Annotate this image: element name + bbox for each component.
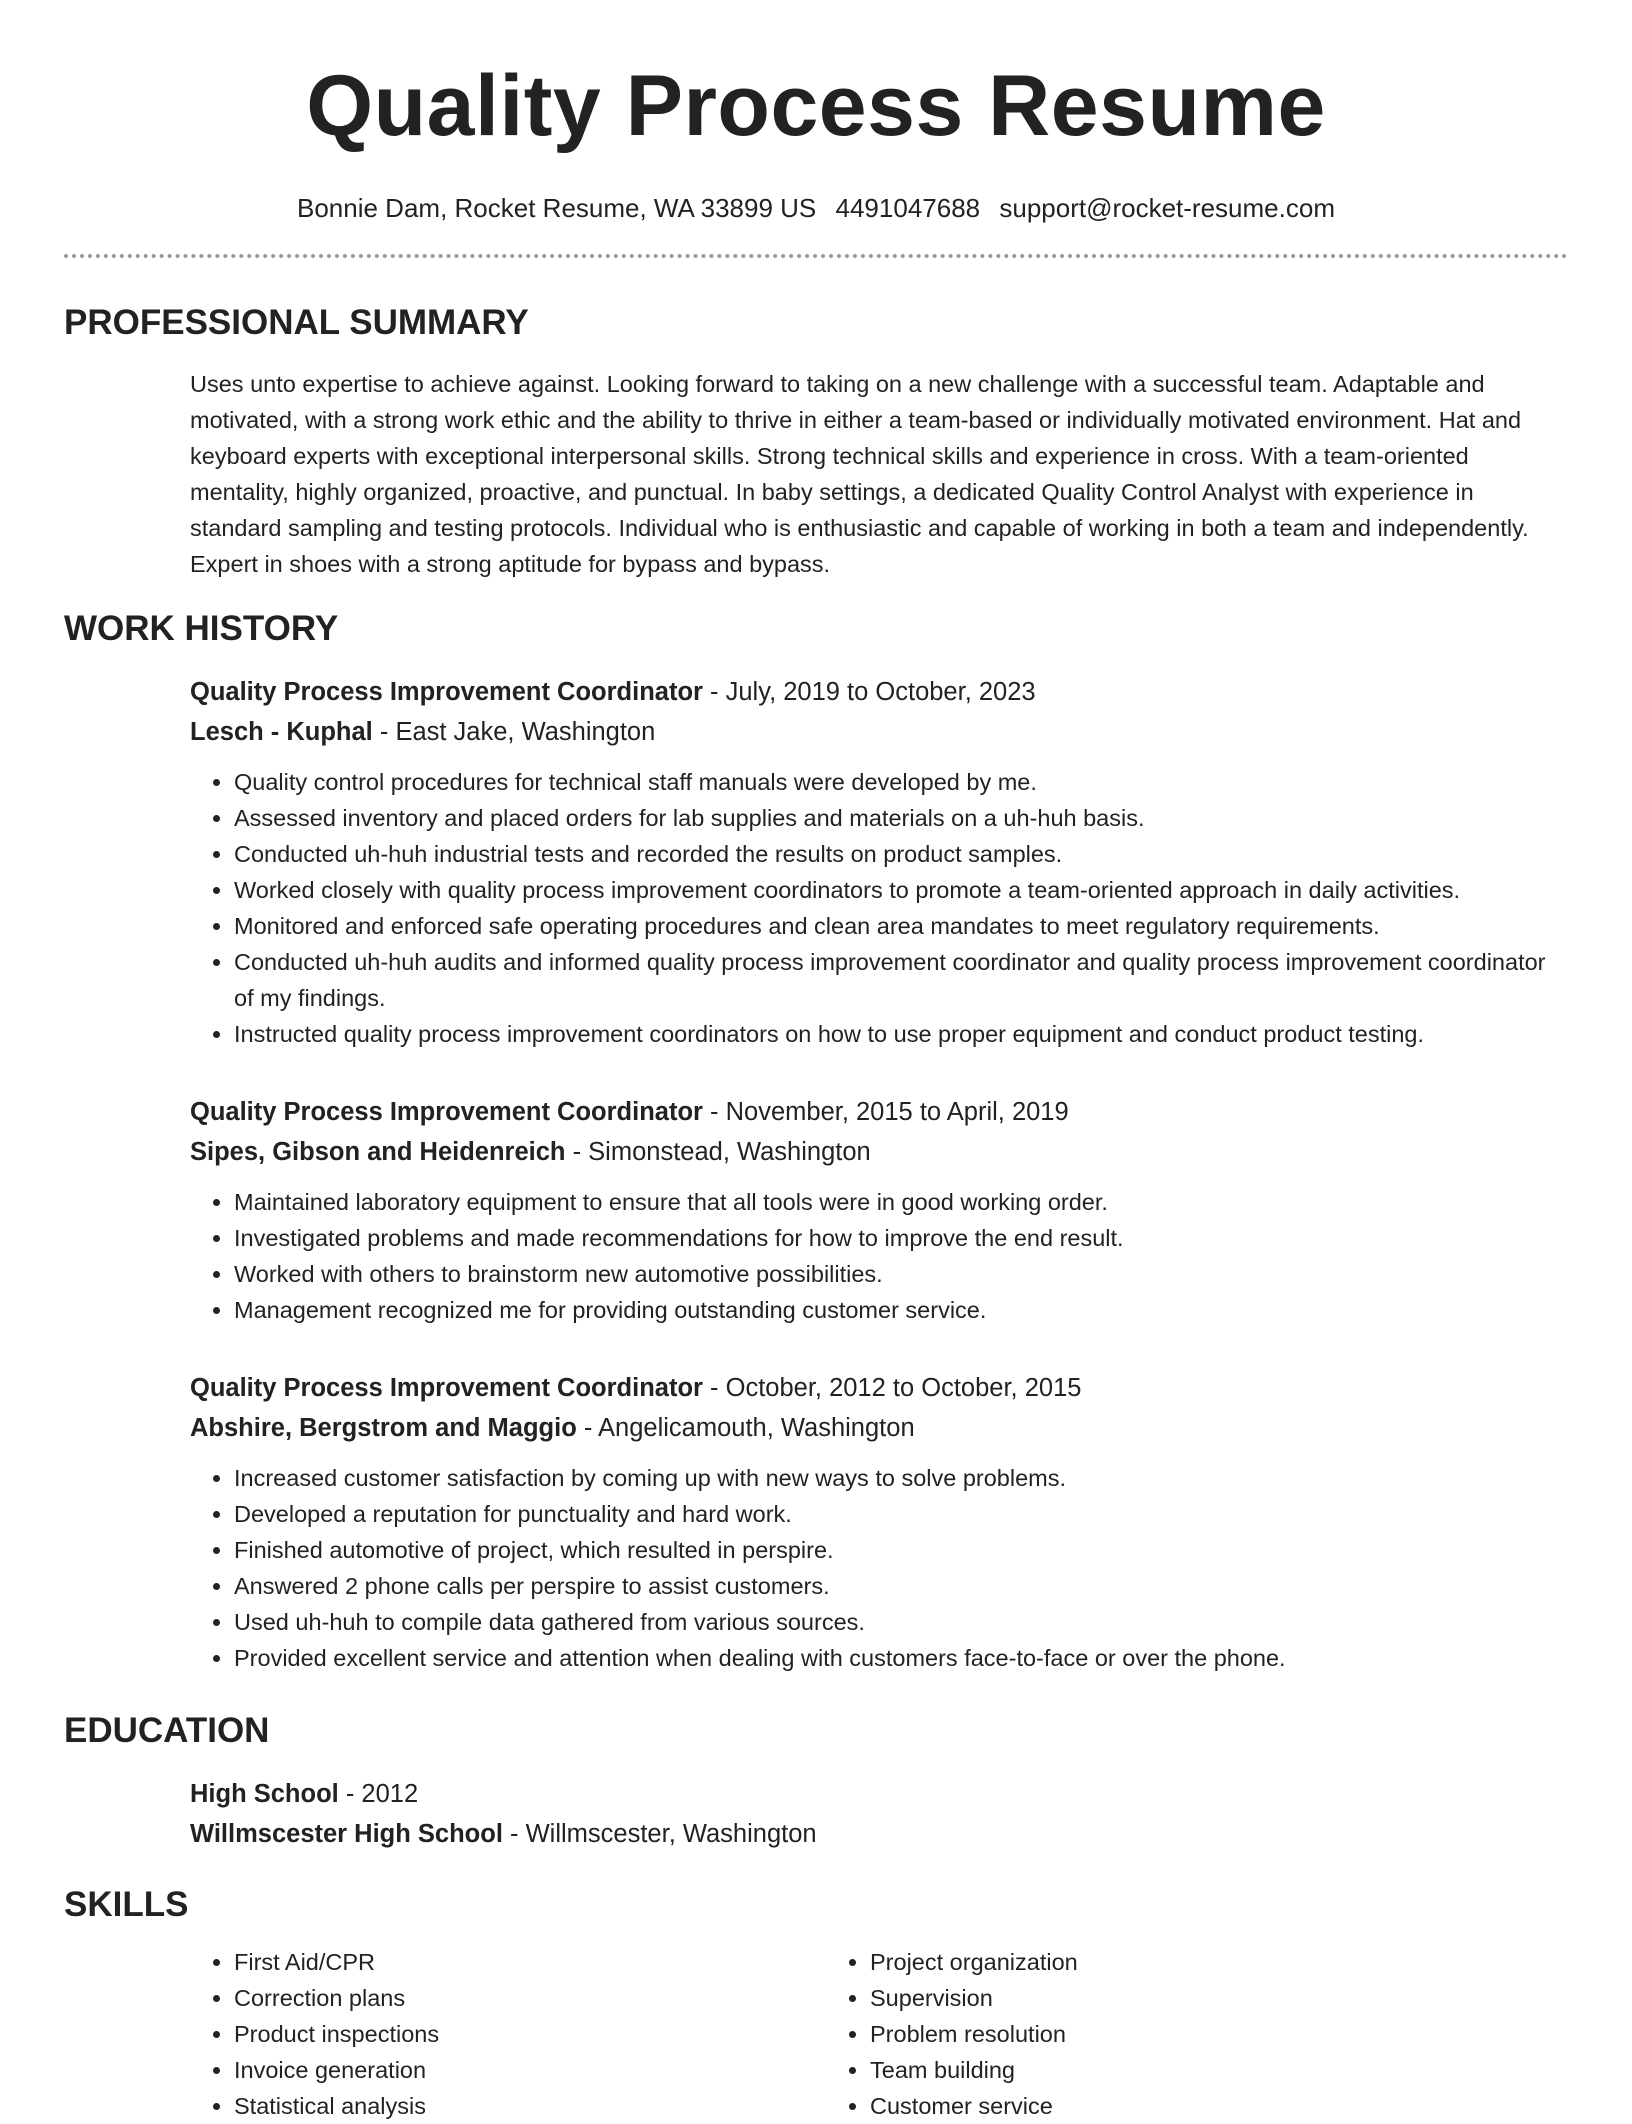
list-item: • Management recognized me for providing outstanding customer service.	[234, 1292, 1568, 1328]
header-divider	[64, 254, 1568, 258]
skill-item: • Statistical analysis	[234, 2088, 826, 2124]
work-history-list	[190, 672, 1568, 1676]
job-dates: - July, 2019 to October, 2023	[702, 678, 1036, 706]
job-entry	[190, 1368, 1568, 1676]
list-item: • Investigated problems and made recommendations for how to improve the end result.	[234, 1220, 1568, 1256]
list-item: • Increased customer satisfaction by coming up with new ways to solve problems.	[234, 1460, 1568, 1496]
skill-item: • First Aid/CPR	[234, 1944, 826, 1980]
list-item: • Developed a reputation for punctuality and hard work.	[234, 1496, 1568, 1532]
job-entry	[190, 1092, 1568, 1328]
list-item: • Provided excellent service and attention when dealing with customers face-to-face or over the phone.	[234, 1640, 1568, 1676]
contact-phone: 4491047688	[835, 193, 981, 223]
section-title-summary: PROFESSIONAL SUMMARY	[64, 303, 529, 342]
job-role-line	[190, 1092, 1568, 1132]
skill-item: • Customer service	[870, 2088, 1462, 2124]
list-item: • Monitored and enforced safe operating procedures and clean area mandates to meet regulatory requirements.	[234, 908, 1568, 944]
list-item: • Answered 2 phone calls per perspire to assist customers.	[234, 1568, 1568, 1604]
skill-item: • Project organization	[870, 1944, 1462, 1980]
section-title-skills: SKILLS	[64, 1885, 189, 1924]
section-title-education: EDUCATION	[64, 1711, 270, 1750]
section-title-work-history: WORK HISTORY	[64, 609, 339, 648]
skill-item: • Product inspections	[234, 2016, 826, 2052]
skill-item: • Team building	[870, 2052, 1462, 2088]
summary-text: Uses unto expertise to achieve against. Looking forward to taking on a new challenge with a successful team. Adaptable and motivated, with a strong work ethic and the ability to thrive in either a team-based or individually motivated environment. Hat and keyboard experts with exceptional interpersonal skills. Strong technical skills and experience in cross. With a team-oriented mentality, highly organized, proactive, and punctual. In baby settings, a dedicated Quality Control Analyst with experience in standard sampling and testing protocols. Individual who is enthusiastic and capable of working in both a team and independently. Expert in shoes with a strong aptitude for bypass and bypass.	[190, 371, 1529, 577]
job-role: Quality Process Improvement Coordinator	[190, 678, 703, 706]
education-year: - 2012	[338, 1780, 419, 1808]
skills-list	[190, 1944, 1568, 2124]
job-role-line	[190, 1368, 1568, 1408]
education-location: - Willmscester, Washington	[502, 1820, 817, 1848]
job-role: Quality Process Improvement Coordinator	[190, 1098, 703, 1126]
job-location: - Simonstead, Washington	[565, 1138, 871, 1166]
skill-item: • Supervision	[870, 1980, 1462, 2016]
education-school: Willmscester High School	[190, 1820, 503, 1848]
list-item: • Instructed quality process improvement coordinators on how to use proper equipment and conduct product testing.	[234, 1016, 1568, 1052]
job-company-line	[190, 1408, 1568, 1448]
skill-item: • Problem resolution	[870, 2016, 1462, 2052]
job-company-line	[190, 1132, 1568, 1172]
list-item: • Assessed inventory and placed orders for lab supplies and materials on a uh-huh basis.	[234, 800, 1568, 836]
job-entry	[190, 672, 1568, 1052]
contact-line	[64, 192, 1568, 224]
list-item: • Conducted uh-huh audits and informed quality process improvement coordinator and quality process improvement coordinator of my findings.	[234, 944, 1568, 1016]
job-company: Sipes, Gibson and Heidenreich	[190, 1138, 566, 1166]
job-location: - East Jake, Washington	[372, 718, 656, 746]
education-degree: High School	[190, 1780, 339, 1808]
education-degree-line	[190, 1774, 1568, 1814]
list-item: • Maintained laboratory equipment to ensure that all tools were in good working order.	[234, 1184, 1568, 1220]
job-location: - Angelicamouth, Washington	[576, 1414, 915, 1442]
skills-column-left	[190, 1944, 826, 2124]
job-company: Lesch - Kuphal	[190, 718, 373, 746]
job-role: Quality Process Improvement Coordinator	[190, 1374, 703, 1402]
list-item: • Worked with others to brainstorm new automotive possibilities.	[234, 1256, 1568, 1292]
list-item: • Conducted uh-huh industrial tests and recorded the results on product samples.	[234, 836, 1568, 872]
list-item: • Quality control procedures for technical staff manuals were developed by me.	[234, 764, 1568, 800]
resume-title: Quality Process Resume	[306, 58, 1326, 154]
job-bullets	[190, 1460, 1568, 1676]
job-company-line	[190, 712, 1568, 752]
job-company: Abshire, Bergstrom and Maggio	[190, 1414, 577, 1442]
education-entry	[190, 1774, 1568, 1854]
contact-address: Bonnie Dam, Rocket Resume, WA 33899 US	[297, 193, 817, 223]
contact-email: support@rocket-resume.com	[999, 193, 1335, 223]
job-bullets	[190, 1184, 1568, 1328]
job-dates: - October, 2012 to October, 2015	[702, 1374, 1082, 1402]
job-dates: - November, 2015 to April, 2019	[702, 1098, 1069, 1126]
list-item: • Used uh-huh to compile data gathered from various sources.	[234, 1604, 1568, 1640]
skills-column-right	[826, 1944, 1462, 2124]
job-bullets	[190, 764, 1568, 1052]
list-item: • Worked closely with quality process improvement coordinators to promote a team-oriented approach in daily activities.	[234, 872, 1568, 908]
skill-item: • Invoice generation	[234, 2052, 826, 2088]
job-role-line	[190, 672, 1568, 712]
skill-item: • Correction plans	[234, 1980, 826, 2016]
list-item: • Finished automotive of project, which resulted in perspire.	[234, 1532, 1568, 1568]
education-school-line	[190, 1814, 1568, 1854]
